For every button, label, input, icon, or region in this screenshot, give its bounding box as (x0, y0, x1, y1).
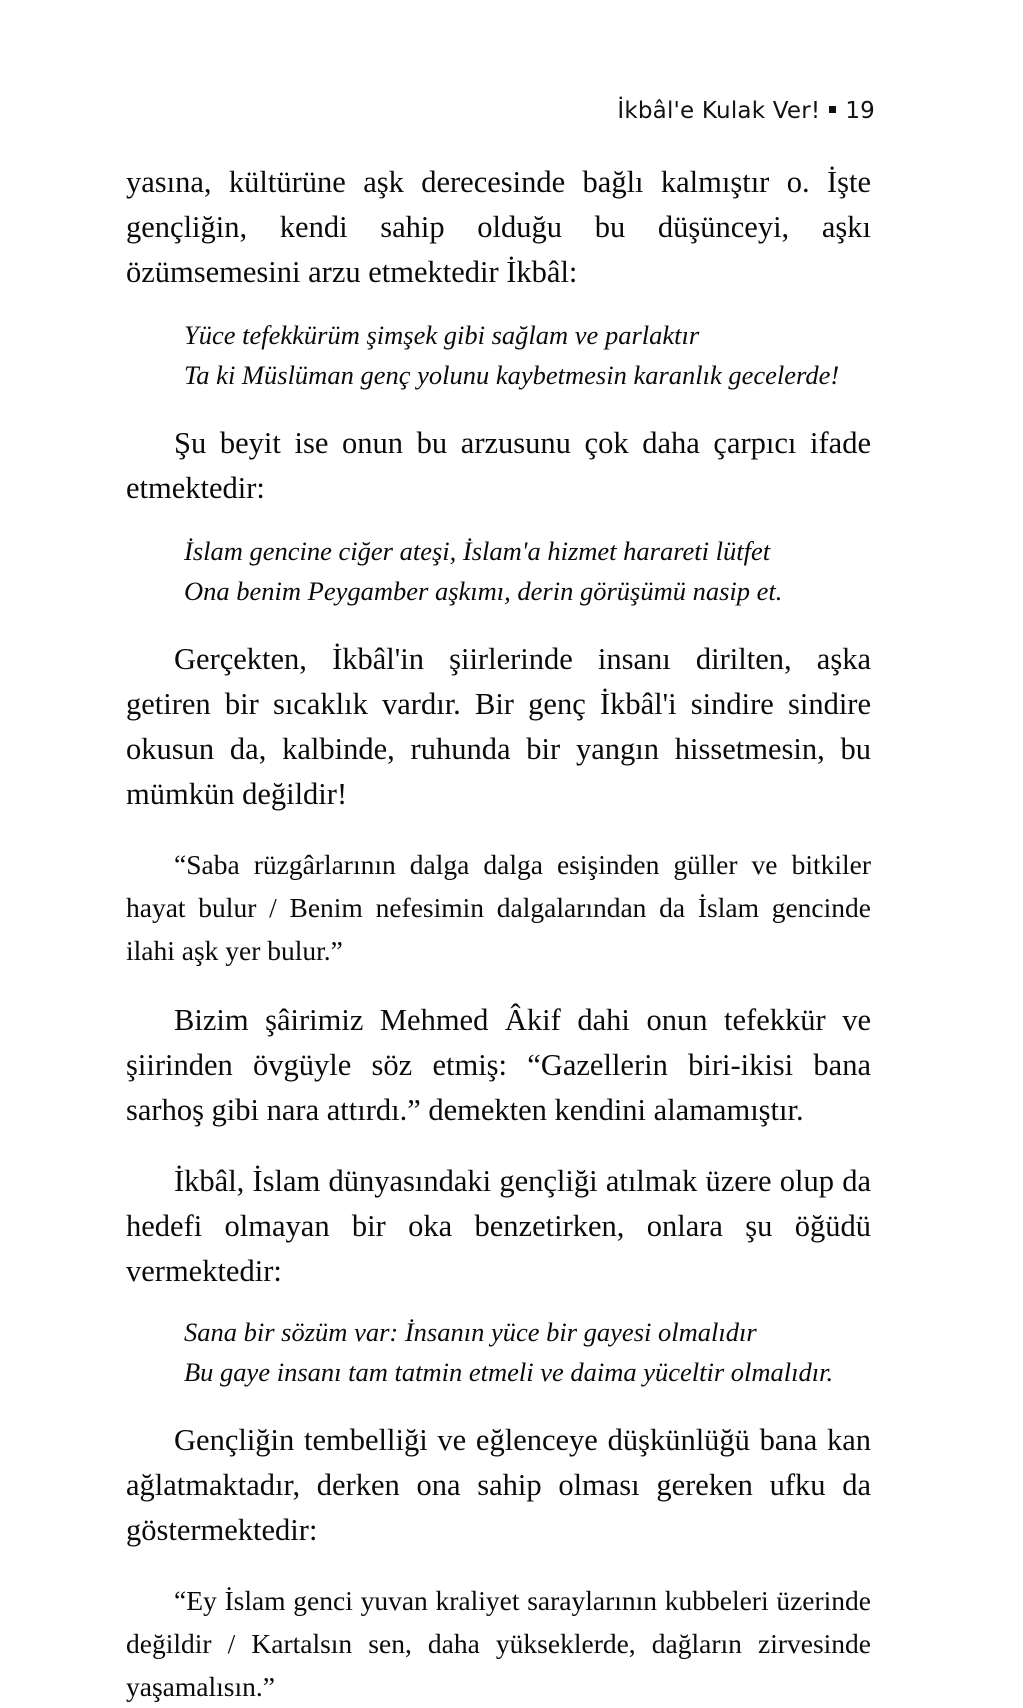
verse-block-3 (126, 1312, 871, 1392)
text-column (126, 160, 871, 1708)
paragraph-3: Gerçekten, İkbâl'in şiirlerinde insanı dirilten, aşka getiren bir sıcaklık vardır. Bir genç İkbâl'i sindire sindire okusun da, kalbinde, ruhunda bir yangın hissetmesin, bu mümkün değildir! (126, 642, 871, 811)
running-head-separator-icon (829, 106, 836, 113)
running-head-title: İkbâl'e Kulak Ver! (617, 98, 821, 124)
paragraph-6: İkbâl, İslam dünyasındaki gençliği atılmak üzere olup da hedefi olmayan bir oka benzetirken, onlara şu öğüdü vermektedir: (126, 1164, 871, 1288)
paragraph-1: yasına, kültürüne aşk derecesinde bağlı kalmıştır o. İşte gençliğin, kendi sahip olduğu bu düşünceyi, aşkı özümsemesini arzu etmektedir İkbâl: (126, 165, 871, 289)
verse-3-line-1: Sana bir sözüm var: İnsanın yüce bir gayesi olmalıdır (184, 1317, 757, 1347)
paragraph-4-quote: “Saba rüzgârlarının dalga dalga esişinden güller ve bitkiler hayat bulur / Benim nefesimin dalgalarından da İslam gencinde ilahi aşk yer bulur.” (126, 849, 871, 966)
page-number: 19 (845, 98, 875, 124)
paragraph-7: Gençliğin tembelliği ve eğlenceye düşkünlüğü bana kan ağlatmaktadır, derken ona sahip olması gereken ufku da göstermektedir: (126, 1423, 871, 1547)
paragraph-2: Şu beyit ise onun bu arzusunu çok daha çarpıcı ifade etmektedir: (126, 426, 871, 505)
paragraph-8-quote: “Ey İslam genci yuvan kraliyet saraylarının kubbeleri üzerinde değildir / Kartalsın sen, daha yükseklerde, dağların zirvesinde yaşamalısın.” (126, 1585, 871, 1702)
verse-1-line-1: Yüce tefekkürüm şimşek gibi sağlam ve parlaktır (184, 320, 700, 350)
running-head (617, 98, 875, 124)
verse-block-2 (126, 531, 871, 611)
verse-1-line-2: Ta ki Müslüman genç yolunu kaybetmesin karanlık gecelerde! (184, 360, 840, 390)
verse-3-line-2: Bu gaye insanı tam tatmin etmeli ve daima yüceltir olmalıdır. (184, 1357, 834, 1387)
verse-block-1 (126, 315, 871, 395)
paragraph-5: Bizim şâirimiz Mehmed Âkif dahi onun tefekkür ve şiirinden övgüyle söz etmiş: “Gazellerin biri-ikisi bana sarhoş gibi nara attırdı.” demekten kendini alamamıştır. (126, 1003, 871, 1127)
verse-2-line-2: Ona benim Peygamber aşkımı, derin görüşümü nasip et. (184, 576, 783, 606)
verse-2-line-1: İslam gencine ciğer ateşi, İslam'a hizmet harareti lütfet (184, 536, 771, 566)
